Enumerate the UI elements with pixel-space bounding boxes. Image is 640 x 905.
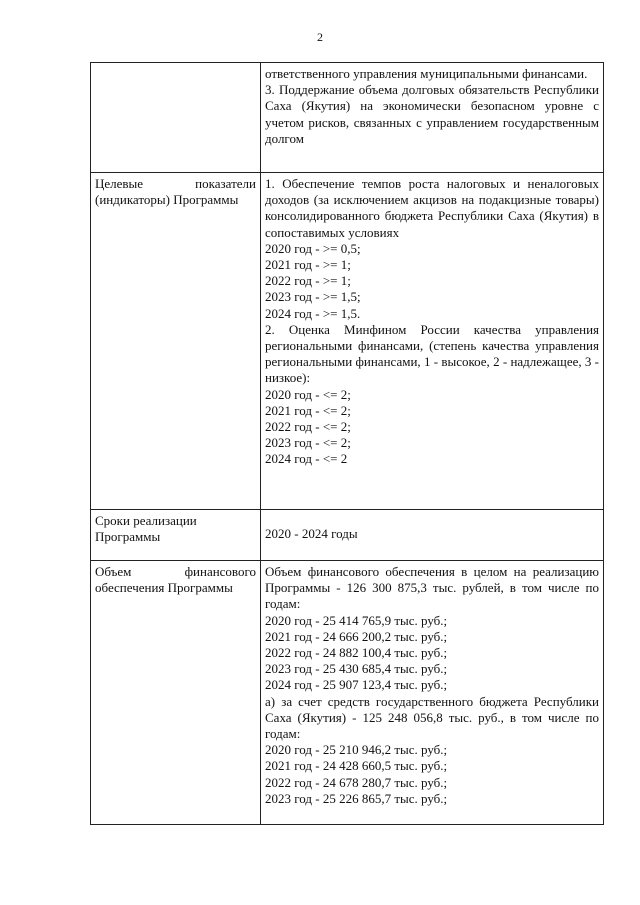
row-label-empty bbox=[91, 63, 261, 173]
period-label: Сроки реализации Программы bbox=[91, 510, 261, 561]
page-number: 2 bbox=[317, 30, 323, 44]
indicator-2-year-2022: 2022 год - <= 2; bbox=[265, 419, 351, 435]
program-passport-table bbox=[90, 62, 604, 825]
indicator-2-text: 2. Оценка Минфином России качества управления региональными финансами, (степень качества управления региональными финансами, 1 - высокое, 2 - надлежащее, 3 - низкое): bbox=[265, 321, 599, 386]
indicator-2-year-2023: 2023 год - <= 2; bbox=[265, 435, 351, 451]
period-value: 2020 - 2024 годы bbox=[261, 510, 604, 561]
financing-total-2020: 2020 год - 25 414 765,9 тыс. руб.; bbox=[265, 612, 448, 628]
financing-total-2023: 2023 год - 25 430 685,4 тыс. руб.; bbox=[265, 661, 448, 677]
indicator-1-year-2024: 2024 год - >= 1,5. bbox=[265, 305, 361, 321]
financing-label: Объем финансового обеспечения Программы bbox=[91, 561, 261, 825]
financing-cell bbox=[261, 561, 604, 825]
financing-total-text: Объем финансового обеспечения в целом на реализацию Программы - 126 300 875,3 тыс. рублей, в том числе по годам: bbox=[265, 564, 599, 612]
financing-state-2022: 2022 год - 24 678 280,7 тыс. руб.; bbox=[265, 774, 448, 790]
financing-total-2024: 2024 год - 25 907 123,4 тыс. руб.; bbox=[265, 677, 448, 693]
tasks-cell bbox=[261, 63, 604, 173]
table-row bbox=[91, 561, 604, 825]
indicator-2-year-2024: 2024 год - <= 2 bbox=[265, 451, 348, 467]
table-row bbox=[91, 173, 604, 510]
financing-state-2021: 2021 год - 24 428 660,5 тыс. руб.; bbox=[265, 758, 448, 774]
financing-state-budget-text: а) за счет средств государственного бюджета Республики Саха (Якутия) - 125 248 056,8 тыс. руб., в том числе по годам: bbox=[265, 693, 599, 742]
financing-total-2022: 2022 год - 24 882 100,4 тыс. руб.; bbox=[265, 645, 448, 661]
financing-state-2020: 2020 год - 25 210 946,2 тыс. руб.; bbox=[265, 742, 448, 758]
indicator-1-year-2020: 2020 год - >= 0,5; bbox=[265, 240, 361, 256]
table-row bbox=[91, 63, 604, 173]
financing-state-2023: 2023 год - 25 226 865,7 тыс. руб.; bbox=[265, 790, 448, 806]
indicator-1-text: 1. Обеспечение темпов роста налоговых и неналоговых доходов (за исключением акцизов на подакцизные товары) консолидированного бюджета Республики Саха (Якутия) в сопоставимых условиях bbox=[265, 176, 599, 240]
financing-total-2021: 2021 год - 24 666 200,2 тыс. руб.; bbox=[265, 628, 448, 644]
indicator-1-year-2023: 2023 год - >= 1,5; bbox=[265, 289, 361, 305]
indicator-1-year-2022: 2022 год - >= 1; bbox=[265, 273, 351, 289]
indicators-cell bbox=[261, 173, 604, 510]
indicator-1-year-2021: 2021 год - >= 1; bbox=[265, 257, 351, 273]
task-continuation-text: ответственного управления муниципальными финансами. bbox=[265, 66, 588, 81]
indicators-label: Целевые показатели (индикаторы) Программы bbox=[91, 173, 261, 510]
indicator-2-year-2021: 2021 год - <= 2; bbox=[265, 402, 351, 418]
table-row bbox=[91, 510, 604, 561]
task-3-text: 3. Поддержание объема долговых обязательств Республики Саха (Якутия) на экономически безопасном уровне с учетом рисков, связанных с управлением государственным долгом bbox=[265, 82, 599, 146]
indicator-2-year-2020: 2020 год - <= 2; bbox=[265, 386, 351, 402]
